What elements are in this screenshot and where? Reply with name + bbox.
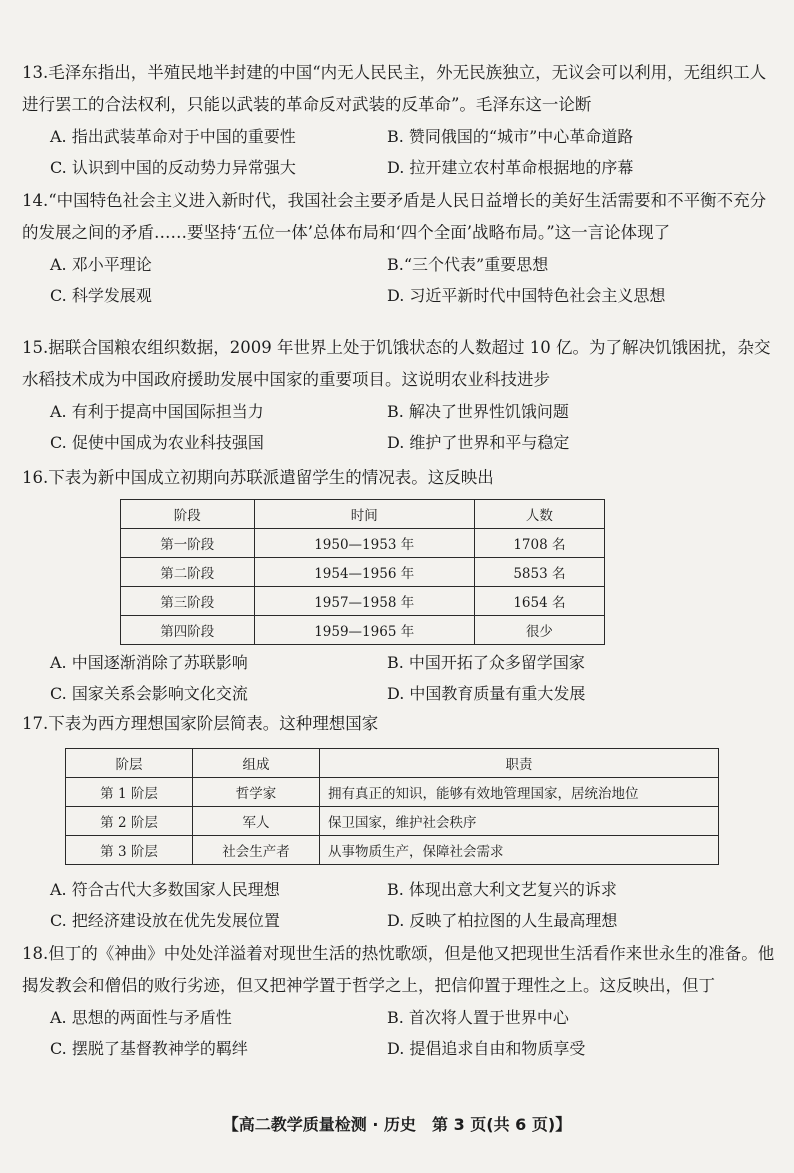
table-header: 职责 [320,749,719,778]
table-row [121,587,605,616]
table-cell: 第 1 阶层 [66,778,193,807]
option-d[interactable]: D. 维护了世界和平与稳定 [387,433,570,452]
option-row [22,249,782,280]
table-row [66,836,719,865]
table-row [121,558,605,587]
question-stem: 16.下表为新中国成立初期向苏联派遣留学生的情况表。这反映出 [22,468,494,487]
option-b[interactable]: B. 赞同俄国的“城市”中心革命道路 [387,127,634,146]
table-cell: 第 2 阶层 [66,807,193,836]
option-d[interactable]: D. 习近平新时代中国特色社会主义思想 [387,286,666,305]
table-header-row [121,500,605,529]
table-header: 阶段 [121,500,255,529]
option-row [22,396,782,427]
table-cell: 拥有真正的知识，能够有效地管理国家，居统治地位 [320,778,719,807]
option-d[interactable]: D. 提倡追求自由和物质享受 [387,1039,586,1058]
table-cell: 军人 [193,807,320,836]
option-c[interactable]: C. 认识到中国的反动势力异常强大 [50,158,296,177]
table-cell: 1708 名 [474,529,604,558]
option-row [22,905,782,936]
option-d[interactable]: D. 中国教育质量有重大发展 [387,684,586,703]
option-c[interactable]: C. 摆脱了基督教神学的羁绊 [50,1039,248,1058]
option-row [22,427,782,458]
table-header-row [66,749,719,778]
table-cell: 哲学家 [193,778,320,807]
option-row [22,121,782,152]
option-row [22,647,782,678]
table-row [121,616,605,645]
table-cell: 保卫国家，维护社会秩序 [320,807,719,836]
table-row [121,529,605,558]
question-16-options [22,647,782,709]
question-stem: 14.“中国特色社会主义进入新时代，我国社会主要矛盾是人民日益增长的美好生活需要和不平衡不充分的发展之间的矛盾……要坚持‘五位一体’总体布局和‘四个全面’战略布局。”这一言论体现了 [22,191,767,242]
option-a[interactable]: A. 符合古代大多数国家人民理想 [50,880,280,899]
question-16 [22,462,782,494]
option-c[interactable]: C. 把经济建设放在优先发展位置 [50,911,280,930]
table-row [66,778,719,807]
table-cell: 5853 名 [474,558,604,587]
ideal-state-table [65,748,719,865]
question-17 [22,708,782,740]
table-cell: 1957—1958 年 [254,587,474,616]
table-cell: 第一阶段 [121,529,255,558]
option-b[interactable]: B. 解决了世界性饥饿问题 [387,402,569,421]
option-row [22,678,782,709]
table-header: 组成 [193,749,320,778]
option-row [22,1002,782,1033]
question-18 [22,938,782,1064]
option-b[interactable]: B. 首次将人置于世界中心 [387,1008,569,1027]
question-13 [22,57,782,183]
question-stem: 17.下表为西方理想国家阶层简表。这种理想国家 [22,714,379,733]
question-stem: 13.毛泽东指出，半殖民地半封建的中国“内无人民民主，外无民族独立，无议会可以利用，无组织工人进行罢工的合法权利，只能以武装的革命反对武装的反革命”。毛泽东这一论断 [22,63,767,114]
option-row [22,152,782,183]
table-cell: 很少 [474,616,604,645]
table-cell: 第三阶段 [121,587,255,616]
question-17-options [22,874,782,936]
table-cell: 1654 名 [474,587,604,616]
option-a[interactable]: A. 邓小平理论 [50,255,152,274]
table-cell: 从事物质生产，保障社会需求 [320,836,719,865]
option-row [22,874,782,905]
table-cell: 第 3 阶层 [66,836,193,865]
table-header: 人数 [474,500,604,529]
table-row [66,807,719,836]
option-b[interactable]: B. 中国开拓了众多留学国家 [387,653,585,672]
table-cell: 第二阶段 [121,558,255,587]
question-stem: 15.据联合国粮农组织数据，2009 年世界上处于饥饿状态的人数超过 10 亿。为了解决饥饿困扰，杂交水稻技术成为中国政府援助发展中国家的重要项目。这说明农业科技进步 [22,338,771,389]
option-d[interactable]: D. 拉开建立农村革命根据地的序幕 [387,158,634,177]
question-stem: 18.但丁的《神曲》中处处洋溢着对现世生活的热忱歌颂，但是他又把现世生活看作来世永生的准备。他揭发教会和僧侣的败行劣迹，但又把神学置于哲学之上，把信仰置于理性之上。这反映出，但丁 [22,944,775,995]
option-c[interactable]: C. 国家关系会影响文化交流 [50,684,248,703]
option-c[interactable]: C. 科学发展观 [50,286,152,305]
table-header: 时间 [254,500,474,529]
study-abroad-table [120,499,605,645]
option-a[interactable]: A. 中国逐渐消除了苏联影响 [50,653,248,672]
option-row [22,280,782,311]
table-cell: 社会生产者 [193,836,320,865]
option-b[interactable]: B.“三个代表”重要思想 [387,255,549,274]
page-footer: 【高二教学质量检测 · 历史 第 3 页(共 6 页)】 [222,1115,572,1134]
option-d[interactable]: D. 反映了柏拉图的人生最高理想 [387,911,618,930]
option-a[interactable]: A. 思想的两面性与矛盾性 [50,1008,232,1027]
table-cell: 1959—1965 年 [254,616,474,645]
table-cell: 1954—1956 年 [254,558,474,587]
option-b[interactable]: B. 体现出意大利文艺复兴的诉求 [387,880,617,899]
table-cell: 1950—1953 年 [254,529,474,558]
question-14 [22,185,782,311]
option-a[interactable]: A. 有利于提高中国国际担当力 [50,402,264,421]
table-cell: 第四阶段 [121,616,255,645]
question-15 [22,332,782,458]
option-row [22,1033,782,1064]
option-a[interactable]: A. 指出武装革命对于中国的重要性 [50,127,296,146]
table-header: 阶层 [66,749,193,778]
option-c[interactable]: C. 促使中国成为农业科技强国 [50,433,264,452]
